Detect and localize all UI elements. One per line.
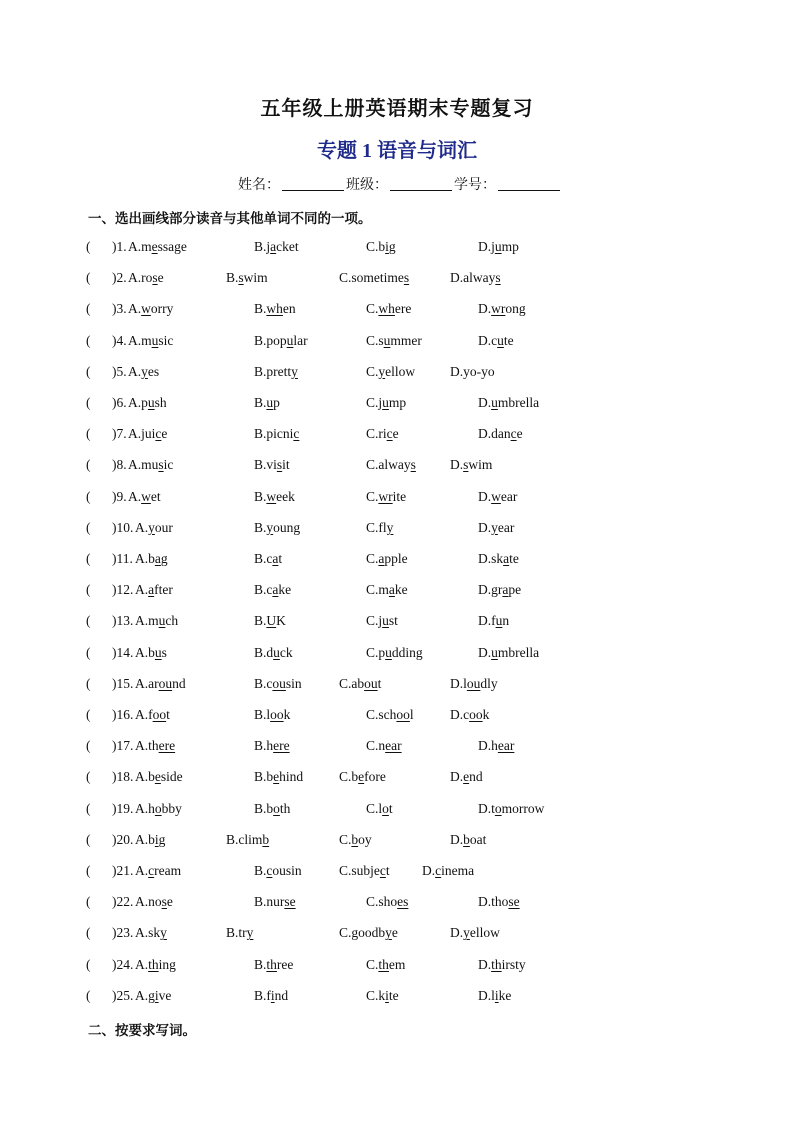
underlined-letters: i: [385, 987, 389, 1003]
answer-paren[interactable]: (: [86, 707, 91, 722]
question-number: )3.: [112, 301, 127, 317]
answer-paren[interactable]: (: [86, 519, 91, 535]
underlined-letters: ere: [158, 738, 176, 754]
underlined-letters: ere: [273, 738, 290, 754]
option-d: D.umbrella: [478, 644, 540, 660]
underlined-letters: e: [358, 769, 365, 785]
question-row: [0, 551, 794, 575]
option-c: C.shoes: [366, 894, 409, 910]
underlined-letters: u: [158, 613, 166, 629]
option-d: D.umbrella: [478, 395, 540, 410]
question-row: [0, 395, 794, 419]
class-blank[interactable]: [390, 176, 452, 191]
option-c: C.about: [339, 675, 382, 691]
question-number: )6.: [112, 395, 127, 410]
option-c: C.where: [366, 301, 412, 317]
answer-paren[interactable]: (: [86, 426, 91, 442]
underlined-letters: i: [154, 831, 159, 847]
question-number: )23.: [112, 925, 134, 941]
underlined-letters: i: [494, 987, 499, 1003]
answer-paren[interactable]: (: [86, 831, 91, 847]
underlined-letters: i: [270, 987, 275, 1003]
underlined-letters: e: [151, 239, 158, 254]
option-d: D.yellow: [450, 925, 500, 941]
option-a: A.hobby: [135, 800, 182, 816]
option-c: C.boy: [339, 831, 372, 847]
option-b: B.pretty: [254, 363, 298, 379]
question-number: )15.: [112, 675, 134, 691]
option-b: B.young: [254, 519, 301, 535]
question-number: )11.: [112, 551, 133, 566]
underlined-letters: oo: [469, 707, 483, 722]
answer-paren[interactable]: (: [86, 457, 91, 473]
underlined-letters: wr: [491, 301, 506, 317]
option-d: D.fun: [478, 613, 510, 629]
question-row: [0, 988, 794, 1012]
option-b: B.popular: [254, 332, 308, 348]
underlined-letters: u: [286, 332, 294, 348]
underlined-letters: s: [152, 270, 158, 286]
option-c: C.just: [366, 613, 398, 629]
underlined-letters: s: [463, 457, 469, 473]
underlined-letters: es: [397, 894, 409, 910]
question-number: )14.: [112, 644, 134, 660]
underlined-letters: s: [238, 270, 244, 286]
option-d: D.jump: [478, 239, 519, 254]
underlined-letters: th: [148, 956, 159, 972]
option-c: C.yellow: [366, 363, 416, 379]
underlined-letters: a: [378, 551, 385, 566]
question-number: )4.: [112, 332, 127, 348]
underlined-letters: o: [494, 800, 502, 816]
underlined-letters: a: [148, 582, 155, 598]
question-row: [0, 707, 794, 731]
underlined-letters: a: [502, 582, 509, 598]
underlined-letters: a: [270, 239, 277, 254]
question-number: )5.: [112, 363, 127, 379]
option-a: A.big: [135, 831, 166, 847]
option-a: A.push: [128, 395, 167, 410]
underlined-letters: wh: [266, 301, 283, 317]
question-number: )19.: [112, 800, 134, 816]
underlined-letters: u: [495, 613, 503, 629]
option-d: D.wrong: [478, 301, 526, 317]
underlined-letters: u: [383, 332, 391, 348]
question-number: )10.: [112, 519, 134, 535]
underlined-letters: oo: [396, 707, 410, 722]
name-label: 姓名：: [238, 178, 280, 193]
option-d: D.loudly: [450, 675, 498, 691]
option-a: A.nose: [135, 894, 173, 910]
option-a: A.sky: [135, 925, 167, 941]
answer-paren[interactable]: (: [86, 488, 91, 504]
underlined-letters: u: [147, 395, 155, 410]
option-c: C.make: [366, 582, 408, 598]
answer-paren[interactable]: (: [86, 738, 91, 754]
underlined-letters: ou: [158, 675, 173, 691]
option-c: C.apple: [366, 551, 408, 566]
option-d: D.always: [450, 270, 501, 286]
underlined-letters: s: [276, 457, 283, 473]
question-number: )25.: [112, 987, 134, 1003]
section-1-heading: 一、选出画线部分读音与其他单词不同的一项。: [88, 211, 372, 226]
option-a: A.music: [128, 332, 174, 348]
option-b: B.find: [254, 987, 289, 1003]
underlined-letters: s: [161, 894, 167, 910]
option-b: B.three: [254, 956, 294, 972]
option-a: A.message: [128, 239, 187, 254]
underlined-letters: w: [266, 488, 277, 504]
underlined-letters: b: [351, 831, 359, 847]
option-c: C.rice: [366, 426, 399, 442]
option-b: B.nurse: [254, 894, 296, 910]
answer-paren[interactable]: (: [86, 800, 91, 816]
option-b: B.picnic: [254, 426, 300, 442]
underlined-letters: y: [385, 925, 392, 941]
answer-paren[interactable]: (: [86, 239, 91, 254]
underlined-letters: o: [382, 800, 389, 816]
option-d: D.cook: [450, 707, 490, 722]
underlined-letters: ou: [272, 675, 286, 691]
option-c: C.goodbye: [339, 925, 398, 941]
underlined-letters: y: [246, 925, 254, 941]
underlined-letters: e: [154, 769, 161, 785]
question-number: )7.: [112, 426, 127, 442]
number-label: 学号：: [454, 178, 496, 193]
option-c: C.sometimes: [339, 270, 410, 286]
question-number: )18.: [112, 769, 134, 785]
underlined-letters: o: [154, 800, 162, 816]
option-d: D.wear: [478, 488, 518, 504]
student-info-line: [238, 174, 562, 194]
underlined-letters: a: [388, 582, 395, 598]
underlined-letters: e: [273, 769, 280, 785]
option-c: C.near: [366, 738, 402, 754]
question-number: )12.: [112, 582, 134, 598]
question-row: [0, 863, 794, 887]
underlined-letters: y: [266, 519, 274, 535]
question-number: )9.: [112, 488, 127, 504]
underlined-letters: s: [403, 270, 410, 286]
underlined-letters: u: [385, 644, 392, 660]
option-d: D.those: [478, 894, 520, 910]
question-row: [0, 769, 794, 793]
underlined-letters: u: [273, 644, 280, 660]
question-row: [0, 613, 794, 637]
question-row: [0, 801, 794, 825]
underlined-letters: oo: [152, 707, 167, 722]
option-c: C.always: [366, 457, 416, 473]
underlined-letters: u: [494, 239, 502, 254]
underlined-letters: oo: [270, 707, 284, 722]
question-number: )20.: [112, 831, 134, 847]
option-a: A.there: [135, 738, 176, 754]
underlined-letters: c: [266, 863, 273, 878]
option-c: C.before: [339, 769, 386, 785]
underlined-letters: o: [273, 800, 280, 816]
underlined-letters: y: [291, 363, 298, 379]
underlined-letters: ear: [497, 738, 515, 754]
underlined-letters: c: [293, 426, 300, 442]
option-a: A.rose: [128, 270, 164, 286]
question-row: [0, 270, 794, 294]
option-c: C.jump: [366, 395, 407, 410]
underlined-letters: e: [463, 769, 470, 785]
underlined-letters: c: [155, 426, 162, 442]
option-b: B.cat: [254, 551, 283, 566]
answer-paren[interactable]: (: [86, 395, 91, 410]
option-b: B.cousin: [254, 863, 302, 878]
option-a: A.after: [135, 582, 173, 598]
option-c: C.school: [366, 707, 414, 722]
underlined-letters: ear: [385, 738, 402, 754]
section-2-heading: 二、按要求写词。: [88, 1023, 196, 1038]
underlined-letters: se: [284, 894, 296, 910]
option-a: A.beside: [135, 769, 183, 785]
underlined-letters: b: [463, 831, 470, 847]
option-d: D.swim: [450, 457, 493, 473]
underlined-letters: c: [435, 863, 442, 878]
option-a: A.bag: [135, 551, 168, 566]
option-d: D.skate: [478, 551, 519, 566]
answer-paren[interactable]: (: [86, 956, 91, 972]
question-row: [0, 239, 794, 263]
answer-paren[interactable]: (: [86, 551, 91, 566]
underlined-letters: th: [266, 956, 277, 972]
option-a: A.bus: [135, 644, 167, 660]
underlined-letters: ou: [364, 675, 378, 691]
answer-paren[interactable]: (: [86, 675, 91, 691]
question-row: [0, 582, 794, 606]
option-a: A.yes: [128, 363, 160, 379]
question-number: )16.: [112, 707, 134, 722]
class-label: 班级：: [346, 178, 388, 193]
option-b: B.jacket: [254, 239, 299, 254]
question-number: )8.: [112, 457, 127, 473]
option-b: B.swim: [226, 270, 268, 286]
option-d: D.cute: [478, 332, 514, 348]
option-b: B.climb: [226, 831, 270, 847]
underlined-letters: wh: [378, 301, 395, 317]
option-a: A.your: [135, 519, 173, 535]
answer-paren[interactable]: (: [86, 925, 91, 941]
underlined-letters: se: [508, 894, 520, 910]
underlined-letters: u: [154, 644, 162, 660]
answer-paren[interactable]: (: [86, 644, 91, 660]
question-row: [0, 645, 794, 669]
underlined-letters: wr: [378, 488, 393, 504]
underlined-letters: u: [151, 332, 159, 348]
number-blank[interactable]: [498, 176, 560, 191]
underlined-letters: y: [378, 363, 386, 379]
underlined-letters: u: [491, 395, 498, 410]
option-b: B.when: [254, 301, 296, 317]
answer-paren[interactable]: (: [86, 332, 91, 348]
question-row: [0, 489, 794, 513]
underlined-letters: u: [382, 395, 389, 410]
option-d: D.boat: [450, 831, 487, 847]
question-number: )22.: [112, 894, 134, 910]
option-d: D.year: [478, 519, 515, 535]
underlined-letters: c: [379, 863, 386, 878]
underlined-letters: y: [141, 363, 148, 379]
option-c: C.write: [366, 488, 407, 504]
option-a: A.worry: [128, 301, 174, 317]
option-b: B.visit: [254, 457, 290, 473]
question-number: )17.: [112, 738, 134, 754]
option-d: D.thirsty: [478, 956, 526, 972]
option-a: A.juice: [128, 426, 168, 442]
underlined-letters: w: [141, 488, 151, 504]
answer-paren[interactable]: (: [86, 769, 91, 785]
underlined-letters: U: [266, 613, 277, 629]
question-number: )2.: [112, 270, 127, 286]
option-b: B.here: [254, 738, 290, 754]
option-a: A.music: [128, 457, 174, 473]
option-c: C.summer: [366, 332, 422, 348]
underlined-letters: a: [503, 551, 510, 566]
answer-paren[interactable]: (: [86, 613, 91, 629]
underlined-letters: i: [385, 239, 389, 254]
answer-paren[interactable]: (: [86, 863, 91, 878]
option-c: C.fly: [366, 519, 394, 535]
underlined-letters: th: [378, 956, 389, 972]
underlined-letters: a: [154, 551, 161, 566]
answer-paren[interactable]: (: [86, 894, 91, 910]
option-b: B.look: [254, 707, 291, 722]
underlined-letters: c: [510, 426, 517, 442]
option-b: B.try: [226, 925, 254, 941]
option-b: B.cake: [254, 582, 292, 598]
option-c: C.kite: [366, 987, 399, 1003]
option-d: D.yo-yo: [450, 363, 495, 379]
underlined-letters: y: [160, 925, 167, 941]
option-d: D.grape: [478, 582, 522, 598]
page-subtitle: 专题 1 语音与词汇: [317, 140, 477, 162]
underlined-letters: i: [154, 987, 159, 1003]
question-number: )1.: [112, 239, 127, 254]
answer-paren[interactable]: (: [86, 582, 91, 598]
question-row: [0, 925, 794, 949]
option-d: D.dance: [478, 426, 523, 442]
underlined-letters: w: [141, 301, 151, 317]
underlined-letters: s: [495, 270, 501, 286]
option-b: B.week: [254, 488, 295, 504]
option-c: C.lot: [366, 800, 393, 816]
underlined-letters: u: [382, 613, 389, 629]
underlined-letters: c: [386, 426, 393, 442]
underlined-letters: y: [463, 925, 470, 941]
question-number: )21.: [112, 863, 134, 878]
option-b: B.both: [254, 800, 291, 816]
answer-paren[interactable]: (: [86, 270, 91, 286]
question-row: [0, 676, 794, 700]
question-row: [0, 426, 794, 450]
question-row: [0, 738, 794, 762]
option-b: B.UK: [254, 613, 286, 629]
underlined-letters: s: [410, 457, 416, 473]
option-c: C.them: [366, 956, 406, 972]
underlined-letters: a: [272, 551, 279, 566]
name-blank[interactable]: [282, 176, 344, 191]
option-d: D.end: [450, 769, 483, 785]
option-b: B.duck: [254, 644, 293, 660]
underlined-letters: a: [272, 582, 279, 598]
option-d: D.like: [478, 987, 512, 1003]
option-c: C.big: [366, 239, 396, 254]
question-number: )13.: [112, 613, 134, 629]
option-a: A.foot: [135, 707, 170, 722]
option-a: A.thing: [135, 956, 176, 972]
option-a: A.around: [135, 675, 186, 691]
question-row: [0, 520, 794, 544]
option-d: D.tomorrow: [478, 800, 545, 816]
answer-paren[interactable]: (: [86, 987, 91, 1003]
question-row: [0, 333, 794, 357]
option-b: B.behind: [254, 769, 304, 785]
option-a: A.wet: [128, 488, 161, 504]
option-b: B.cousin: [254, 675, 302, 691]
question-row: [0, 364, 794, 388]
option-a: A.give: [135, 987, 172, 1003]
underlined-letters: y: [491, 519, 498, 535]
answer-paren[interactable]: (: [86, 301, 91, 317]
underlined-letters: th: [491, 956, 502, 972]
underlined-letters: y: [148, 519, 155, 535]
question-row: [0, 457, 794, 481]
question-row: [0, 832, 794, 856]
underlined-letters: s: [158, 457, 164, 473]
underlined-letters: c: [148, 863, 155, 878]
option-b: B.up: [254, 395, 280, 410]
page-title: 五年级上册英语期末专题复习: [260, 98, 534, 120]
option-d: D.cinema: [422, 863, 475, 878]
option-d: D.hear: [478, 738, 515, 754]
underlined-letters: ou: [466, 675, 481, 691]
option-c: C.pudding: [366, 644, 423, 660]
question-row: [0, 894, 794, 918]
answer-paren[interactable]: (: [86, 363, 91, 379]
option-a: A.much: [135, 613, 179, 629]
question-row: [0, 957, 794, 981]
question-number: )24.: [112, 956, 134, 972]
underlined-letters: y: [386, 519, 394, 535]
underlined-letters: u: [266, 395, 274, 410]
underlined-letters: u: [491, 644, 498, 660]
underlined-letters: u: [497, 332, 504, 348]
option-c: C.subject: [339, 863, 390, 878]
underlined-letters: b: [262, 831, 270, 847]
option-a: A.cream: [135, 863, 182, 878]
question-row: [0, 301, 794, 325]
underlined-letters: w: [491, 488, 501, 504]
